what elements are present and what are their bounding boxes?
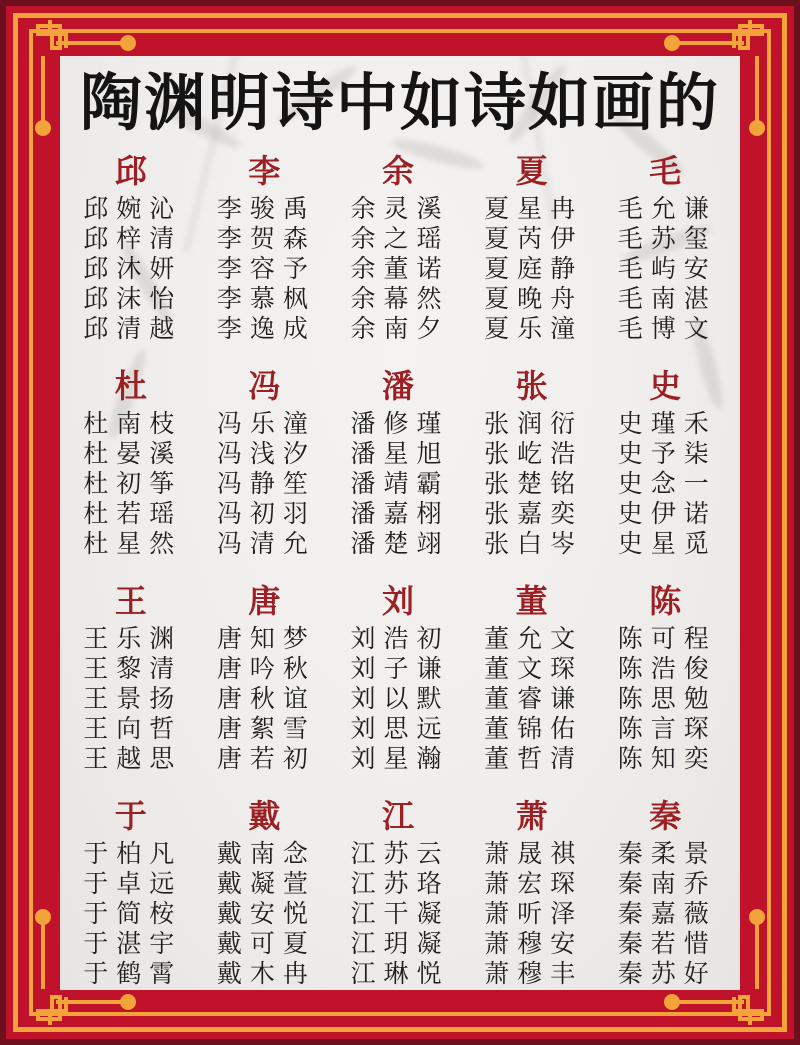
full-name: 秦柔景 xyxy=(617,841,717,868)
full-name: 史予柒 xyxy=(617,441,717,468)
full-name: 王乐渊 xyxy=(83,626,183,653)
full-name: 余之瑶 xyxy=(350,226,450,253)
full-name: 潘靖霸 xyxy=(350,471,450,498)
full-name: 戴凝萱 xyxy=(216,871,316,898)
surname-header: 毛 xyxy=(649,153,686,189)
surname-header: 王 xyxy=(114,583,151,619)
surname-header: 唐 xyxy=(248,583,285,619)
full-name: 张楚铭 xyxy=(484,471,584,498)
surname-header: 邱 xyxy=(114,153,151,189)
full-name: 李容予 xyxy=(216,256,316,283)
full-name: 戴南念 xyxy=(216,841,316,868)
surname-group xyxy=(469,367,599,560)
full-name: 唐若初 xyxy=(216,746,316,773)
full-name: 邱梓清 xyxy=(83,226,183,253)
full-name: 唐絮雪 xyxy=(216,716,316,743)
full-name: 于简桉 xyxy=(83,901,183,928)
full-name: 王景扬 xyxy=(83,686,183,713)
full-name: 潘嘉栩 xyxy=(350,501,450,528)
full-name: 唐知梦 xyxy=(216,626,316,653)
surname-group xyxy=(469,582,599,775)
surname-group xyxy=(335,367,465,560)
full-name: 李贺森 xyxy=(216,226,316,253)
full-name: 戴木冉 xyxy=(216,961,316,988)
full-name: 邱沫怡 xyxy=(83,286,183,313)
full-name: 余幕然 xyxy=(350,286,450,313)
surname-header: 张 xyxy=(515,368,552,404)
surname-group xyxy=(469,797,599,990)
full-name: 戴可夏 xyxy=(216,931,316,958)
full-name: 江玥凝 xyxy=(350,931,450,958)
content xyxy=(60,56,740,990)
full-name: 于卓远 xyxy=(83,871,183,898)
full-name: 毛苏玺 xyxy=(617,226,717,253)
full-name: 邱沐妍 xyxy=(83,256,183,283)
full-name: 余南夕 xyxy=(350,316,450,343)
full-name: 潘修瑾 xyxy=(350,411,450,438)
surname-header: 史 xyxy=(649,368,686,404)
surname-group xyxy=(602,367,732,560)
full-name: 刘子谦 xyxy=(350,656,450,683)
surname-header: 李 xyxy=(248,153,285,189)
full-name: 刘思远 xyxy=(350,716,450,743)
full-name: 潘星旭 xyxy=(350,441,450,468)
full-name: 秦苏好 xyxy=(617,961,717,988)
full-name: 余灵溪 xyxy=(350,196,450,223)
full-name: 冯静笙 xyxy=(216,471,316,498)
full-name: 史瑾禾 xyxy=(617,411,717,438)
surname-header: 刘 xyxy=(381,583,418,619)
full-name: 于柏凡 xyxy=(83,841,183,868)
full-name: 毛允谦 xyxy=(617,196,717,223)
full-name: 冯乐潼 xyxy=(216,411,316,438)
full-name: 史伊诺 xyxy=(617,501,717,528)
full-name: 唐秋谊 xyxy=(216,686,316,713)
full-name: 萧宏琛 xyxy=(484,871,584,898)
surname-header: 陈 xyxy=(649,583,686,619)
full-name: 张白岑 xyxy=(484,531,584,558)
full-name: 杜南枝 xyxy=(83,411,183,438)
surname-group xyxy=(68,367,198,560)
full-name: 江苏珞 xyxy=(350,871,450,898)
surname-header: 江 xyxy=(381,798,418,834)
full-name: 王黎清 xyxy=(83,656,183,683)
full-name: 王越思 xyxy=(83,746,183,773)
full-name: 夏庭静 xyxy=(484,256,584,283)
full-name: 陈浩俊 xyxy=(617,656,717,683)
full-name: 冯清允 xyxy=(216,531,316,558)
full-name: 陈言琛 xyxy=(617,716,717,743)
full-name: 冯浅汐 xyxy=(216,441,316,468)
surname-group xyxy=(335,797,465,990)
full-name: 毛屿安 xyxy=(617,256,717,283)
full-name: 李慕枫 xyxy=(216,286,316,313)
full-name: 董哲清 xyxy=(484,746,584,773)
full-name: 余董诺 xyxy=(350,256,450,283)
full-name: 于鹤霄 xyxy=(83,961,183,988)
surname-header: 余 xyxy=(381,153,418,189)
full-name: 李逸成 xyxy=(216,316,316,343)
surname-group xyxy=(602,797,732,990)
full-name: 萧听泽 xyxy=(484,901,584,928)
full-name: 唐吟秋 xyxy=(216,656,316,683)
full-name: 陈思勉 xyxy=(617,686,717,713)
surname-header: 冯 xyxy=(248,368,285,404)
full-name: 毛南湛 xyxy=(617,286,717,313)
full-name: 秦南乔 xyxy=(617,871,717,898)
full-name: 夏芮伊 xyxy=(484,226,584,253)
page-title: 陶渊明诗中如诗如画的 xyxy=(79,70,720,138)
full-name: 潘楚翊 xyxy=(350,531,450,558)
full-name: 陈可程 xyxy=(617,626,717,653)
full-name: 冯初羽 xyxy=(216,501,316,528)
surname-group xyxy=(469,152,599,345)
surname-header: 戴 xyxy=(248,798,285,834)
full-name: 夏乐潼 xyxy=(484,316,584,343)
full-name: 杜星然 xyxy=(83,531,183,558)
full-name: 杜若瑶 xyxy=(83,501,183,528)
paper-area xyxy=(60,56,740,990)
full-name: 江琳悦 xyxy=(350,961,450,988)
full-name: 邱清越 xyxy=(83,316,183,343)
full-name: 董文琛 xyxy=(484,656,584,683)
full-name: 夏晚舟 xyxy=(484,286,584,313)
full-name: 董锦佑 xyxy=(484,716,584,743)
full-name: 秦若惜 xyxy=(617,931,717,958)
full-name: 史念一 xyxy=(617,471,717,498)
surname-group xyxy=(602,152,732,345)
full-name: 王向哲 xyxy=(83,716,183,743)
full-name: 史星觅 xyxy=(617,531,717,558)
surname-group xyxy=(68,797,198,990)
surname-group xyxy=(68,152,198,345)
surname-group xyxy=(202,367,332,560)
surname-header: 于 xyxy=(114,798,151,834)
surname-group xyxy=(602,582,732,775)
full-name: 秦嘉薇 xyxy=(617,901,717,928)
surname-group xyxy=(202,797,332,990)
full-name: 萧穆安 xyxy=(484,931,584,958)
surname-group xyxy=(335,152,465,345)
full-name: 李骏禹 xyxy=(216,196,316,223)
surname-group xyxy=(202,152,332,345)
surname-header: 秦 xyxy=(649,798,686,834)
full-name: 刘以默 xyxy=(350,686,450,713)
surname-header: 潘 xyxy=(381,368,418,404)
name-grid xyxy=(60,150,740,990)
full-name: 江干凝 xyxy=(350,901,450,928)
full-name: 杜晏溪 xyxy=(83,441,183,468)
full-name: 萧穆丰 xyxy=(484,961,584,988)
full-name: 董睿谦 xyxy=(484,686,584,713)
surname-group xyxy=(68,582,198,775)
full-name: 陈知奕 xyxy=(617,746,717,773)
full-name: 张润衍 xyxy=(484,411,584,438)
full-name: 于湛宇 xyxy=(83,931,183,958)
full-name: 刘浩初 xyxy=(350,626,450,653)
surname-header: 夏 xyxy=(515,153,552,189)
full-name: 张嘉奕 xyxy=(484,501,584,528)
full-name: 萧晟祺 xyxy=(484,841,584,868)
full-name: 张屹浩 xyxy=(484,441,584,468)
surname-group xyxy=(335,582,465,775)
full-name: 邱婉沁 xyxy=(83,196,183,223)
full-name: 夏星冉 xyxy=(484,196,584,223)
full-name: 江苏云 xyxy=(350,841,450,868)
full-name: 毛博文 xyxy=(617,316,717,343)
full-name: 戴安悦 xyxy=(216,901,316,928)
full-name: 刘星瀚 xyxy=(350,746,450,773)
full-name: 杜初筝 xyxy=(83,471,183,498)
surname-header: 董 xyxy=(515,583,552,619)
surname-header: 杜 xyxy=(114,368,151,404)
surname-header: 萧 xyxy=(515,798,552,834)
full-name: 董允文 xyxy=(484,626,584,653)
surname-group xyxy=(202,582,332,775)
